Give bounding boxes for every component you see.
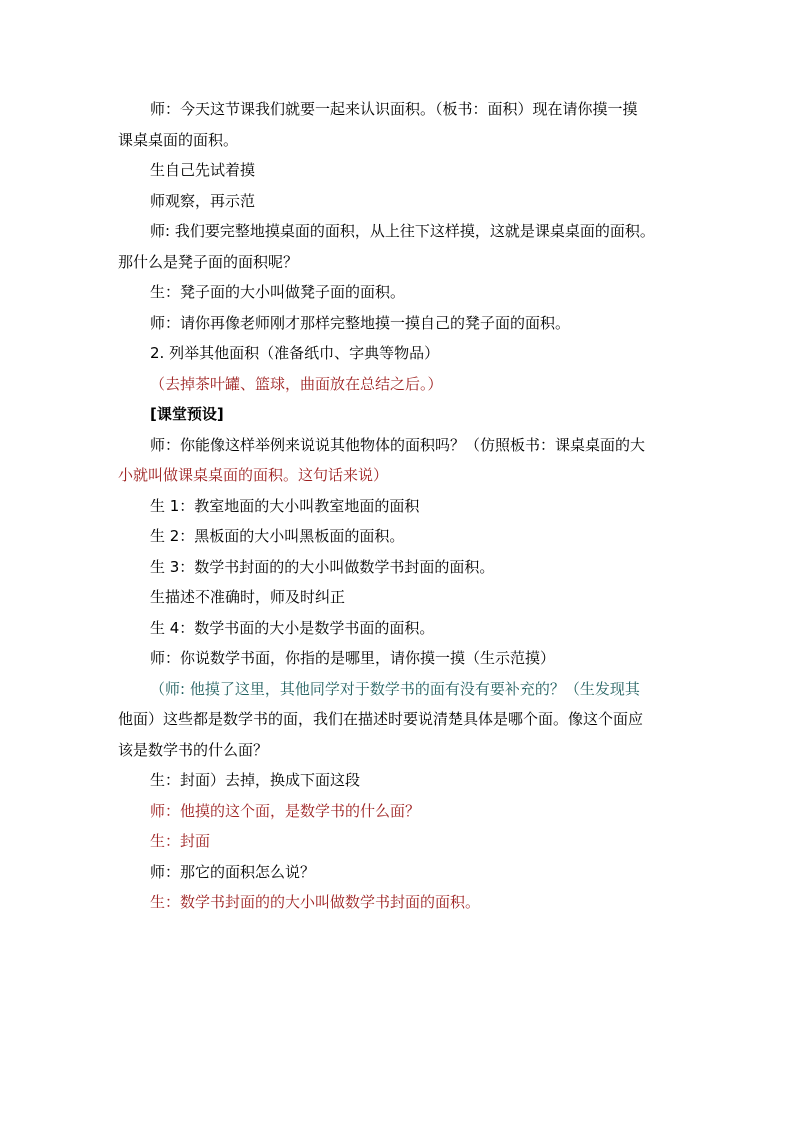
paragraph-line: 生 4：数学书面的大小是数学书面的面积。	[150, 618, 435, 637]
paragraph-line: 师观察，再示范	[150, 191, 256, 210]
revision-note: 生：数学书封面的的大小叫做数学书封面的面积。	[150, 893, 481, 911]
paragraph-line: 生 2：黑板面的大小叫黑板面的面积。	[150, 527, 405, 545]
paragraph-line: 生 3：数学书封面的的大小叫做数学书封面的面积。	[150, 557, 495, 576]
body-text	[118, 94, 680, 918]
revision-note: 师：他摸的这个面，是数学书的什么面？	[150, 801, 421, 820]
paragraph-line: 师：你能像这样举例来说说其他物体的面积吗？（仿照板书：课桌桌面的大	[150, 435, 646, 454]
paragraph-line: 生：封面）去掉，换成下面这段	[150, 771, 361, 789]
paragraph-line: 课桌桌面的面积。	[118, 130, 239, 149]
paragraph-line: 师：那它的面积怎么说？	[150, 862, 316, 881]
paragraph-line: 该是数学书的什么面？	[118, 740, 269, 759]
revision-note: （去掉茶叶罐、篮球，曲面放在总结之后。）	[150, 374, 443, 393]
revision-note: （师: 他摸了这里，其他同学对于数学书的面有没有要补充的？（生发现其	[150, 679, 640, 698]
paragraph-line: 生自己先试着摸	[150, 161, 256, 179]
paragraph-line: 生描述不准确时，师及时纠正	[150, 588, 346, 606]
paragraph-line: 他面）这些都是数学书的面，我们在描述时要说清楚具体是哪个面。像这个面应	[118, 710, 644, 728]
paragraph-line: 师：今天这节课我们就要一起来认识面积。（板书：面积）现在请你摸一摸	[150, 100, 638, 118]
list-item-heading: 2. 列举其他面积（准备纸巾、字典等物品）	[150, 344, 440, 362]
paragraph-line: 生：凳子面的大小叫做凳子面的面积。	[150, 283, 406, 301]
paragraph-line: 师：你说数学书面，你指的是哪里，请你摸一摸（生示范摸）	[150, 649, 556, 667]
section-heading: [课堂预设]	[150, 405, 224, 423]
paragraph-line: 师: 我们要完整地摸桌面的面积，从上往下这样摸，这就是课桌桌面的面积。	[150, 222, 655, 240]
paragraph-line: 师：请你再像老师刚才那样完整地摸一摸自己的凳子面的面积。	[150, 313, 571, 332]
paragraph-line: 那什么是凳子面的面积呢？	[118, 252, 299, 271]
revision-note: 小就叫做课桌桌面的面积。这句话来说）	[118, 466, 389, 484]
revision-note: 生：封面	[150, 832, 211, 850]
paragraph-line: 生 1：教室地面的大小叫教室地面的面积	[150, 496, 420, 515]
